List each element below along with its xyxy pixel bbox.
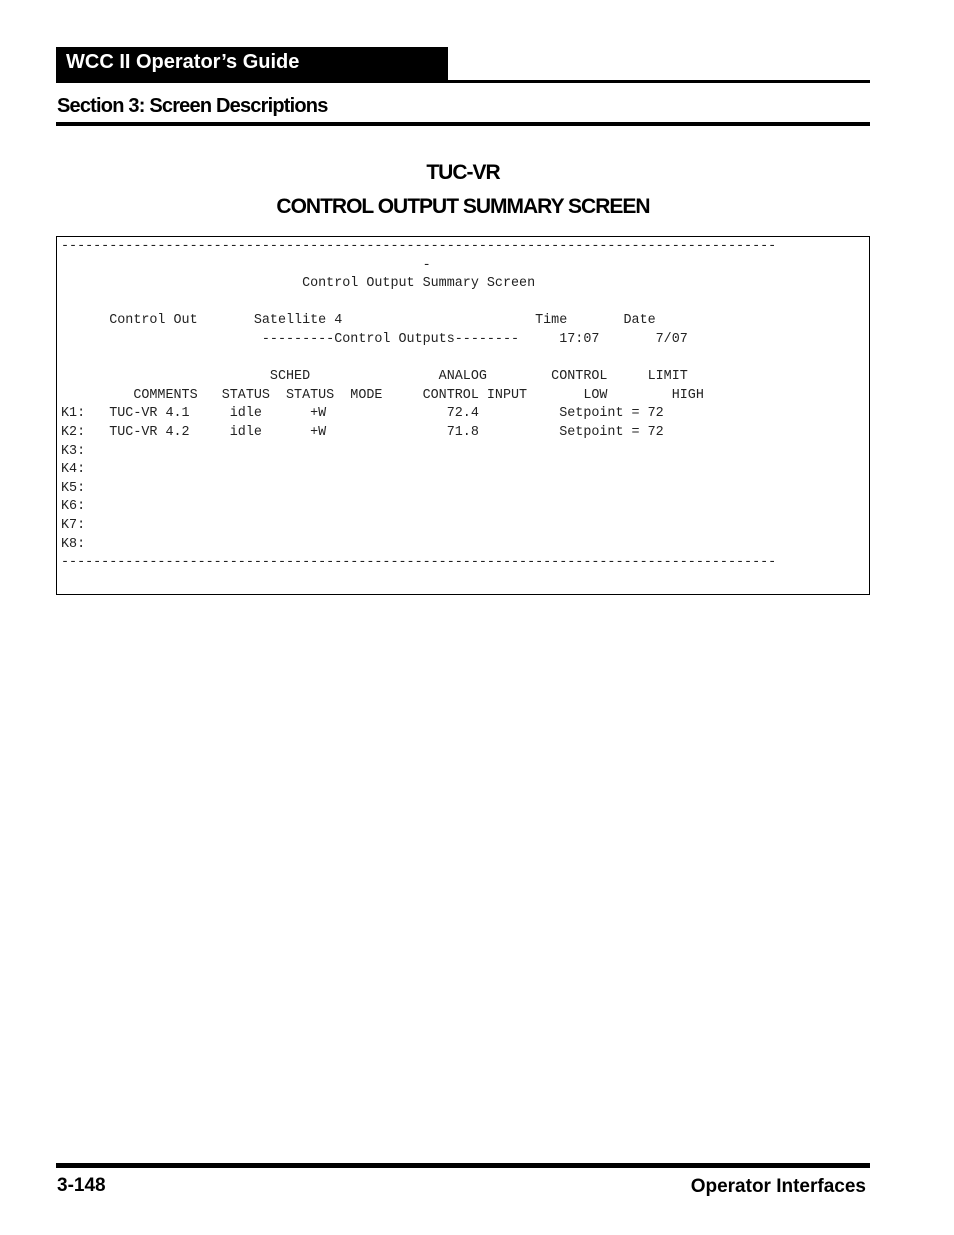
header-rule xyxy=(56,80,870,83)
screen-line: COMMENTS STATUS STATUS MODE CONTROL INPUT LOW HIGH xyxy=(61,387,704,403)
footer-title: Operator Interfaces xyxy=(690,1176,866,1197)
screen-line: K6: xyxy=(61,499,86,515)
screen-line: K5: xyxy=(61,480,86,496)
footer-rule xyxy=(56,1163,870,1168)
screen-line: Control Out Satellite 4 Time Date xyxy=(61,313,656,329)
screen-line: K8: xyxy=(61,536,86,552)
section-title: Section 3: Screen Descriptions xyxy=(57,95,328,117)
terminal-text xyxy=(61,238,776,573)
screen-line: ----------------------------------------------------------------------------------------- xyxy=(61,555,777,571)
terminal-screen xyxy=(56,236,870,595)
guide-title: WCC II Operator’s Guide xyxy=(66,51,300,73)
screen-line: K1: TUC-VR 4.1 idle +W 72.4 Setpoint = 72 xyxy=(61,406,664,422)
screen-line: ----------------------------------------------------------------------------------------- xyxy=(61,239,777,254)
screen-line: K4: xyxy=(61,462,86,478)
screen-line: K3: xyxy=(61,443,86,459)
screen-line: ---------Control Outputs-------- 17:07 7/07 xyxy=(61,331,688,347)
section-rule xyxy=(56,122,870,126)
header-bar xyxy=(56,47,448,81)
screen-line: K2: TUC-VR 4.2 idle +W 71.8 Setpoint = 72 xyxy=(61,424,664,440)
screen-line: Control Output Summary Screen xyxy=(61,276,536,292)
screen-line: - xyxy=(61,257,431,273)
screen-line: SCHED ANALOG CONTROL LIMIT xyxy=(61,369,688,385)
page-number: 3-148 xyxy=(57,1175,106,1196)
screen-line: K7: xyxy=(61,517,86,533)
screen-title-line1: TUC-VR xyxy=(426,161,500,184)
screen-title-line2: CONTROL OUTPUT SUMMARY SCREEN xyxy=(276,195,650,218)
